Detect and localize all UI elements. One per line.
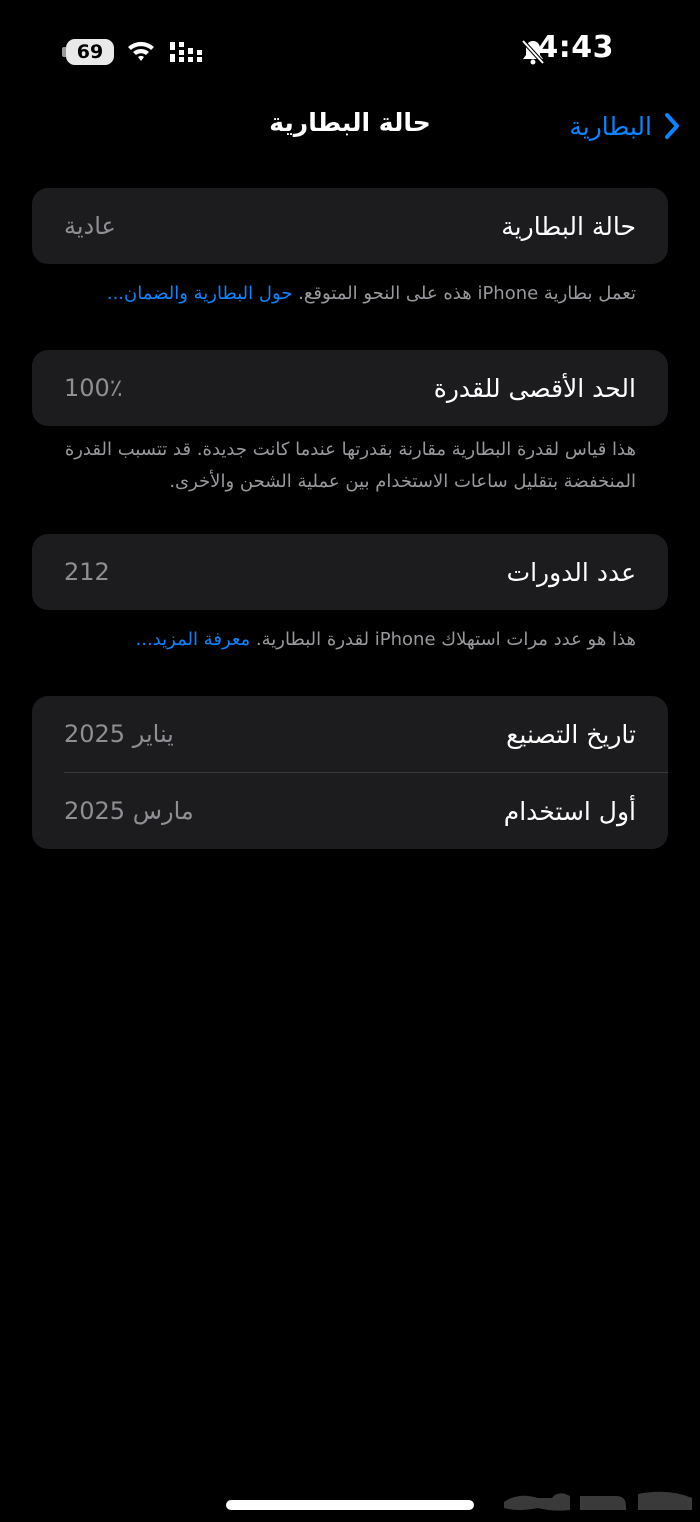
cycle-count-group [32,534,668,610]
home-indicator[interactable] [226,1500,474,1510]
max-capacity-row [32,350,668,426]
page-title: حالة البطارية [269,108,431,137]
back-button[interactable] [569,106,680,146]
cycle-count-footer-text: هذا هو عدد مرات استهلاك iPhone لقدرة البطارية. [250,629,636,650]
wifi-icon [126,38,156,64]
first-use-label: أول استخدام [503,796,636,826]
first-use-value: مارس 2025 [64,797,194,825]
max-capacity-label: الحد الأقصى للقدرة [433,373,636,403]
battery-health-row [32,188,668,264]
dates-group [32,696,668,849]
battery-level-badge: 69 [66,39,114,65]
haraj-watermark-logo [498,1484,698,1516]
battery-health-footer-text: تعمل بطارية iPhone هذه على النحو المتوقع. [292,283,636,304]
max-capacity-footer: هذا قياس لقدرة البطارية مقارنة بقدرتها عندما كانت جديدة. قد تتسبب القدرة المنخفضة بتقليل ساعات الاستخدام بين عملية الشحن والأخرى. [64,439,636,492]
learn-more-link[interactable]: معرفة المزيد... [135,629,251,650]
cycle-count-row [32,534,668,610]
battery-health-label: حالة البطارية [501,211,636,241]
max-capacity-group [32,350,668,426]
manufacture-date-value: يناير 2025 [64,720,174,748]
chevron-right-icon [664,112,680,140]
manufacture-date-label: تاريخ التصنيع [506,719,636,749]
cellular-signal-icon [168,40,206,64]
status-time: 4:43 [537,30,614,65]
cycle-count-footer [40,624,636,656]
status-bar [0,0,700,100]
navigation-bar [0,100,700,150]
first-use-row [32,773,668,849]
manufacture-date-row [32,696,668,772]
back-label: البطارية [569,111,652,141]
battery-health-footer [40,278,636,310]
battery-health-group [32,188,668,264]
cycle-count-value: 212 [64,558,110,586]
battery-health-value: عادية [64,212,116,240]
max-capacity-value: 100٪ [64,374,123,402]
cycle-count-label: عدد الدورات [506,557,636,587]
battery-warranty-link[interactable]: حول البطارية والضمان... [106,283,293,304]
